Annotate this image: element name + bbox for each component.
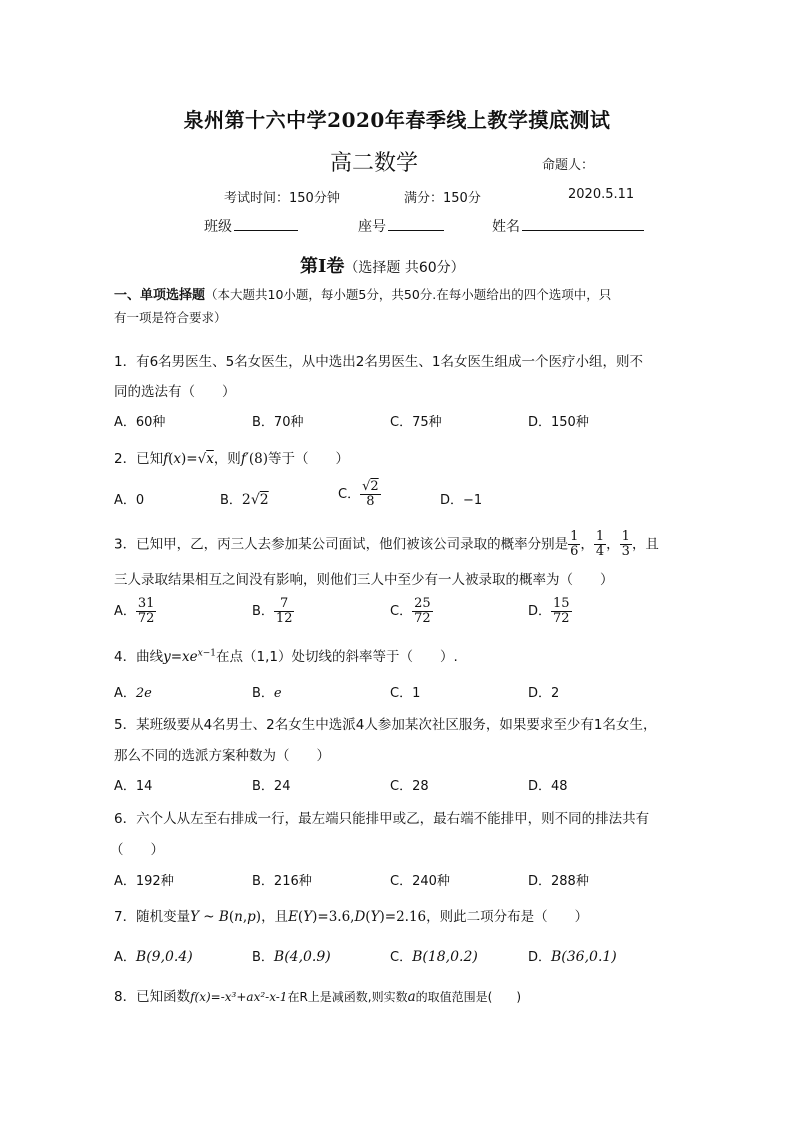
q3-option-b [252,597,294,626]
class-blank [234,216,298,231]
section-title: 第Ⅰ卷 [300,256,345,277]
q1-option-a: A．60种 [114,415,166,430]
q1-option-c: C．75种 [390,415,442,430]
q3-p2-num: 1 [595,529,605,544]
q1-line2: 同的选法有（ ） [114,384,236,400]
q2-option-c-label: C． [338,487,361,502]
q2-mid: ，则 [213,451,241,467]
q1-option-b: B．70种 [252,415,304,430]
q7-mid: ，且 [261,909,289,925]
section-heading [300,252,465,278]
q4-curve-formula: y [163,649,171,665]
q4-option-d: D．2 [528,686,560,701]
name-blank [522,216,644,231]
section-subtitle: （选择题 共60分） [344,260,465,276]
q7-option-c-label: C． [390,950,413,965]
seat-label: 座号 [358,219,386,235]
q6-option-b: B．216种 [252,874,312,889]
q3-c-num: 25 [414,596,431,611]
q4-option-b-label: B． [252,686,274,701]
class-field [204,216,298,236]
q8-function-formula: f(x)=-x³+ax²-x-1 [190,990,288,1004]
seat-blank [388,216,444,231]
q7-option-b-label: B． [252,950,274,965]
q3-option-b-label: B． [252,604,274,619]
q5-option-a: A．14 [114,779,153,794]
q2-pre: 2．已知 [114,451,164,467]
q7-option-b-value: B(4,0.9) [273,949,331,965]
q2-option-d: D．−1 [440,493,483,508]
full-score: 满分：150分 [404,191,481,206]
q7-distribution-formula: Y [190,909,200,925]
q6-option-c: C．240种 [390,874,450,889]
q2-derivative-formula: f [240,451,246,467]
q3-c-den: 72 [414,611,431,626]
q3-line1-end: ，且 [631,536,659,553]
q5-option-b: B．24 [252,779,291,794]
q7-option-c [390,946,478,965]
exam-date: 2020.5.11 [568,187,635,202]
q2-stem: 2．已知f(x)=√x，则f′(8)等于（ ） [114,451,350,467]
q4-option-a-label: A． [114,686,136,701]
q8-stem [114,985,521,1005]
q3-p1-num: 1 [570,529,579,544]
q7-option-a-value: B(9,0.4) [135,949,193,965]
q2-function-formula: f [163,451,169,467]
q2-option-c: C． $\frac{√2}{8}$ [338,479,379,509]
q7-post: ，则此二项分布是（ ） [426,909,589,925]
q8-variable: a [407,989,416,1005]
q2-option-b: B．2√2 [220,492,269,508]
q3-option-d-label: D． [528,604,552,619]
q4-option-b-value: e [273,686,282,701]
q8-pre: 8．已知函数 [114,989,191,1005]
class-label: 班级 [204,219,232,235]
q5-line2: 那么不同的选派方案种数为（ ） [114,748,330,764]
q3-line2: 三人录取结果相互之间没有影响，则他们三人中至少有一人被录取的概率为（ ） [114,572,614,588]
q2-post: 等于（ ） [268,451,350,467]
q3-option-d [528,597,572,626]
q4-post: 在点（1,1）处切线的斜率等于（ ）. [216,649,458,665]
q3-line1: 3．已知甲，乙，丙三人去参加某公司面试，他们被该公司录取的概率分别是 $\frac{1}{6}$ ， $\frac{1}{4}$ ， $\frac{1}{3}$ ，且 [114,529,659,559]
q7-option-a [114,946,193,965]
q3-d-den: 72 [553,611,570,626]
q3-option-c [390,597,433,626]
q1-option-d: D．150种 [528,415,589,430]
q3-p3-den: 3 [621,544,630,559]
name-field [492,216,644,236]
q7-option-d-label: D． [528,950,552,965]
q3-d-num: 15 [553,596,570,611]
q4-option-b [252,682,282,701]
part1-desc-line2: 有一项是符合要求） [114,310,227,325]
q4-option-a-value: 2e [135,686,152,701]
author-label: 命题人： [542,158,595,173]
q7-option-a-label: A． [114,950,136,965]
q3-b-num: 7 [274,597,295,612]
q7-option-b [252,946,331,965]
part1-intro [114,284,611,329]
q3-option-c-label: C． [390,604,413,619]
exam-time: 考试时间：150分钟 [224,191,340,206]
exam-title: 泉州第十六中学2020年春季线上教学摸底测试 [183,108,611,132]
q6-option-d: D．288种 [528,874,589,889]
part1-desc-line1: （本大题共10小题，每小题5分，共50分.在每小题给出的四个选项中，只 [205,287,612,302]
q7-pre: 7．随机变量 [114,909,191,925]
q4-stem: 4．曲线$y=xe^{x-1}$在点（1,1）处切线的斜率等于（ ）. [114,648,458,665]
q3-p2-den: 4 [595,544,605,559]
q6-line2: （ ） [110,842,164,858]
q6-line1: 6．六个人从左至右排成一行，最左端只能排甲或乙，最右端不能排甲，则不同的排法共有 [114,811,650,827]
subject-title: 高二数学 [330,151,419,176]
q4-pre: 4．曲线 [114,649,164,665]
q1-line1: 1．有6名男医生、5名女医生，从中选出2名男医生、1名女医生组成一个医疗小组，则不 [114,354,643,370]
q3-option-a [114,597,156,626]
q2-option-b-label: B． [220,493,242,508]
q3-option-a-label: A． [114,604,136,619]
q2-option-a: A．0 [114,493,145,508]
q7-option-d [528,946,617,965]
q5-option-d: D．48 [528,779,568,794]
q7-stem: 7．随机变量Y ~ B(n,p)，且E(Y)=3.6,D(Y)=2.16，则此二项分布是（ ） [114,909,589,925]
q3-line1-text: 3．已知甲，乙，丙三人去参加某公司面试，他们被该公司录取的概率分别是 [114,536,569,553]
q3-p3-num: 1 [621,529,630,544]
seat-field [358,216,444,236]
q3-a-num: 31 [137,596,155,611]
q3-a-den: 72 [137,611,155,626]
part1-heading: 一、单项选择题 [114,288,206,303]
q7-option-d-value: B(36,0.1) [551,949,617,965]
q4-option-a [114,682,152,701]
q7-option-c-value: B(18,0.2) [412,949,478,965]
q8-post: 的取值范围是( ) [415,990,522,1004]
q3-p1-den: 6 [570,544,579,559]
q4-option-c: C．1 [390,686,421,701]
name-label: 姓名 [492,219,520,235]
q5-option-c: C．28 [390,779,429,794]
q8-mid: 在R上是减函数,则实数 [287,990,408,1004]
q6-option-a: A．192种 [114,874,174,889]
q5-line1: 5．某班级要从4名男士、2名女生中选派4人参加某次社区服务，如果要求至少有1名女生， [114,717,657,733]
q3-b-den: 12 [275,611,293,626]
q7-moments-formula: E [288,909,298,925]
